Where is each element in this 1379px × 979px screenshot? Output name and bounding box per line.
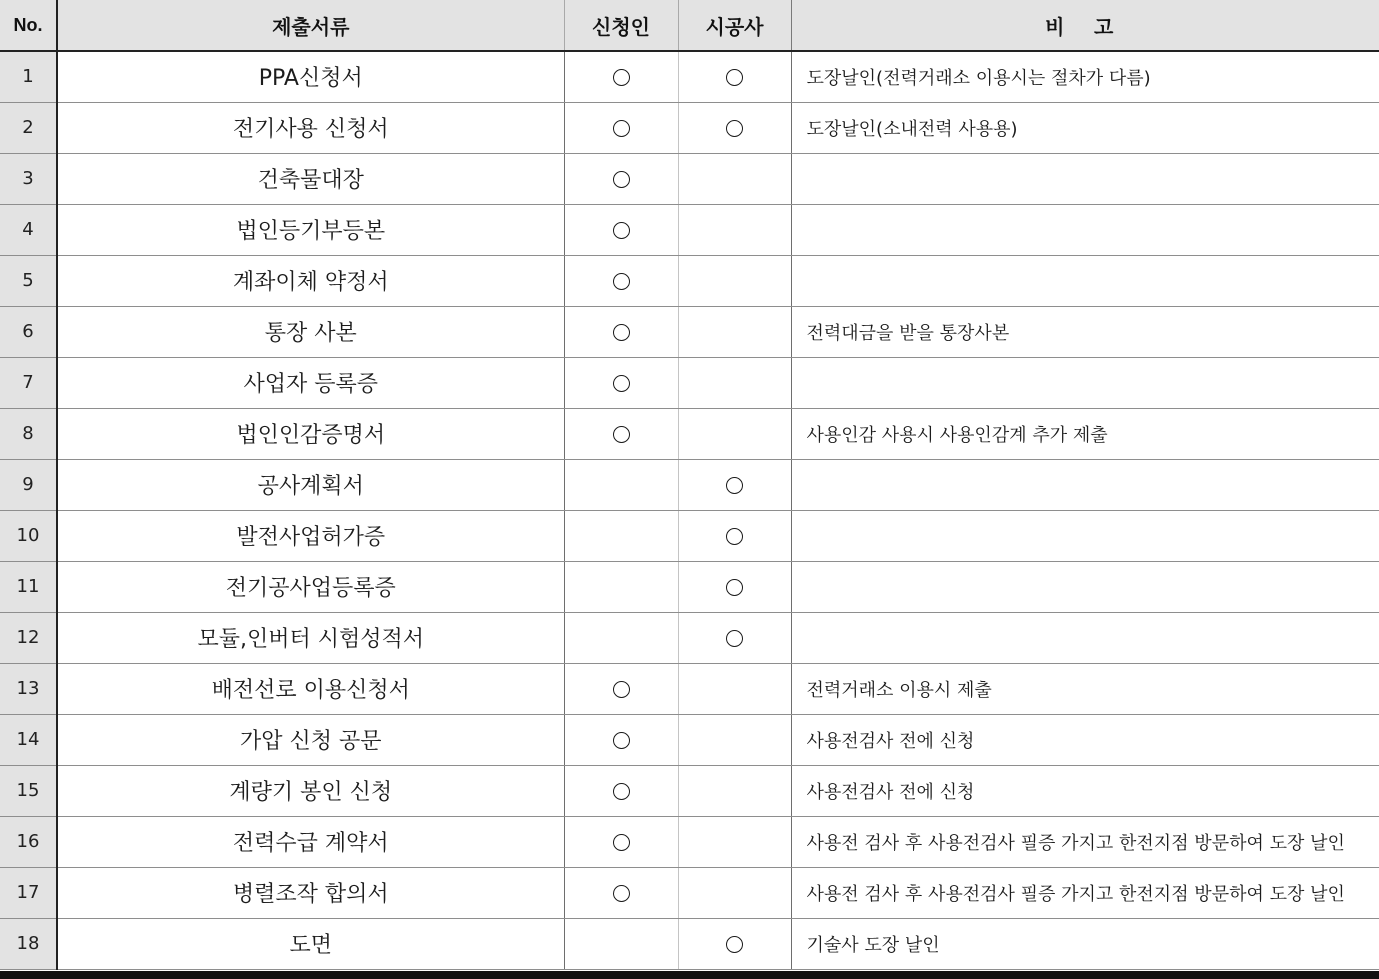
document-name: 전기사용 신청서	[57, 102, 564, 153]
contractor-cell	[678, 714, 791, 765]
note-cell: 전력거래소 이용시 제출	[791, 663, 1379, 714]
row-number: 15	[0, 765, 57, 816]
document-name: 모듈,인버터 시험성적서	[57, 612, 564, 663]
note-cell	[791, 153, 1379, 204]
contractor-cell	[678, 612, 791, 663]
applicant-cell	[564, 765, 678, 816]
table-row	[0, 714, 1379, 765]
table-row	[0, 102, 1379, 153]
applicant-cell	[564, 561, 678, 612]
document-name: 법인등기부등본	[57, 204, 564, 255]
circle-mark-icon	[726, 477, 743, 494]
circle-mark-icon	[613, 69, 630, 86]
applicant-cell	[564, 714, 678, 765]
row-number: 1	[0, 51, 57, 102]
circle-mark-icon	[613, 171, 630, 188]
contractor-cell	[678, 153, 791, 204]
document-name: 사업자 등록증	[57, 357, 564, 408]
header-note: 비 고	[791, 0, 1379, 51]
applicant-cell	[564, 867, 678, 918]
row-number: 11	[0, 561, 57, 612]
document-name: 도면	[57, 918, 564, 969]
contractor-cell	[678, 867, 791, 918]
table-row	[0, 663, 1379, 714]
contractor-cell	[678, 357, 791, 408]
table-row	[0, 51, 1379, 102]
circle-mark-icon	[726, 69, 743, 86]
applicant-cell	[564, 816, 678, 867]
note-cell	[791, 357, 1379, 408]
document-name: 발전사업허가증	[57, 510, 564, 561]
circle-mark-icon	[613, 681, 630, 698]
row-number: 3	[0, 153, 57, 204]
header-no: No.	[0, 0, 57, 51]
contractor-cell	[678, 561, 791, 612]
row-number: 10	[0, 510, 57, 561]
row-number: 4	[0, 204, 57, 255]
document-name: 가압 신청 공문	[57, 714, 564, 765]
table-row	[0, 867, 1379, 918]
document-name: 공사계획서	[57, 459, 564, 510]
note-cell	[791, 459, 1379, 510]
applicant-cell	[564, 51, 678, 102]
circle-mark-icon	[613, 783, 630, 800]
document-name: 계좌이체 약정서	[57, 255, 564, 306]
row-number: 7	[0, 357, 57, 408]
circle-mark-icon	[726, 936, 743, 953]
circle-mark-icon	[613, 834, 630, 851]
table-row	[0, 459, 1379, 510]
applicant-cell	[564, 918, 678, 969]
applicant-cell	[564, 306, 678, 357]
row-number: 18	[0, 918, 57, 969]
circle-mark-icon	[613, 375, 630, 392]
note-cell: 사용전검사 전에 신청	[791, 714, 1379, 765]
table-row	[0, 357, 1379, 408]
circle-mark-icon	[726, 528, 743, 545]
row-number: 8	[0, 408, 57, 459]
contractor-cell	[678, 102, 791, 153]
circle-mark-icon	[613, 426, 630, 443]
document-name: 전기공사업등록증	[57, 561, 564, 612]
note-cell: 사용인감 사용시 사용인감계 추가 제출	[791, 408, 1379, 459]
row-number: 2	[0, 102, 57, 153]
circle-mark-icon	[613, 222, 630, 239]
table-row	[0, 510, 1379, 561]
row-number: 6	[0, 306, 57, 357]
note-cell: 기술사 도장 날인	[791, 918, 1379, 969]
applicant-cell	[564, 510, 678, 561]
note-cell: 사용전 검사 후 사용전검사 필증 가지고 한전지점 방문하여 도장 날인	[791, 816, 1379, 867]
note-cell: 전력대금을 받을 통장사본	[791, 306, 1379, 357]
circle-mark-icon	[613, 273, 630, 290]
header-row	[0, 0, 1379, 51]
applicant-cell	[564, 357, 678, 408]
document-name: 건축물대장	[57, 153, 564, 204]
contractor-cell	[678, 918, 791, 969]
applicant-cell	[564, 408, 678, 459]
document-name: 법인인감증명서	[57, 408, 564, 459]
note-cell: 도장날인(소내전력 사용용)	[791, 102, 1379, 153]
note-cell: 도장날인(전력거래소 이용시는 절차가 다름)	[791, 51, 1379, 102]
applicant-cell	[564, 612, 678, 663]
contractor-cell	[678, 459, 791, 510]
applicant-cell	[564, 663, 678, 714]
document-name: 병렬조작 합의서	[57, 867, 564, 918]
note-cell	[791, 255, 1379, 306]
row-number: 16	[0, 816, 57, 867]
table-row	[0, 153, 1379, 204]
document-name: 계량기 봉인 신청	[57, 765, 564, 816]
note-cell	[791, 612, 1379, 663]
note-cell: 사용전 검사 후 사용전검사 필증 가지고 한전지점 방문하여 도장 날인	[791, 867, 1379, 918]
row-number: 5	[0, 255, 57, 306]
table-row	[0, 204, 1379, 255]
contractor-cell	[678, 51, 791, 102]
applicant-cell	[564, 204, 678, 255]
document-name: PPA신청서	[57, 51, 564, 102]
circle-mark-icon	[613, 324, 630, 341]
circle-mark-icon	[613, 885, 630, 902]
row-number: 12	[0, 612, 57, 663]
circle-mark-icon	[613, 732, 630, 749]
contractor-cell	[678, 255, 791, 306]
row-number: 13	[0, 663, 57, 714]
circle-mark-icon	[726, 120, 743, 137]
document-name: 전력수급 계약서	[57, 816, 564, 867]
table-row	[0, 306, 1379, 357]
applicant-cell	[564, 102, 678, 153]
applicant-cell	[564, 153, 678, 204]
circle-mark-icon	[613, 120, 630, 137]
table-row	[0, 255, 1379, 306]
table-header	[0, 0, 1379, 51]
table-row	[0, 561, 1379, 612]
circle-mark-icon	[726, 579, 743, 596]
row-number: 9	[0, 459, 57, 510]
note-cell	[791, 561, 1379, 612]
applicant-cell	[564, 255, 678, 306]
contractor-cell	[678, 204, 791, 255]
header-contractor: 시공사	[678, 0, 791, 51]
contractor-cell	[678, 510, 791, 561]
note-cell	[791, 510, 1379, 561]
contractor-cell	[678, 765, 791, 816]
table-row	[0, 816, 1379, 867]
note-cell	[791, 204, 1379, 255]
table-body	[0, 51, 1379, 969]
document-name: 배전선로 이용신청서	[57, 663, 564, 714]
contractor-cell	[678, 663, 791, 714]
contractor-cell	[678, 408, 791, 459]
contractor-cell	[678, 816, 791, 867]
document-name: 통장 사본	[57, 306, 564, 357]
table-row	[0, 408, 1379, 459]
row-number: 14	[0, 714, 57, 765]
note-cell: 사용전검사 전에 신청	[791, 765, 1379, 816]
contractor-cell	[678, 306, 791, 357]
table-row	[0, 765, 1379, 816]
header-applicant: 신청인	[564, 0, 678, 51]
table-row	[0, 918, 1379, 969]
table-row	[0, 612, 1379, 663]
applicant-cell	[564, 459, 678, 510]
circle-mark-icon	[726, 630, 743, 647]
header-document: 제출서류	[57, 0, 564, 51]
row-number: 17	[0, 867, 57, 918]
